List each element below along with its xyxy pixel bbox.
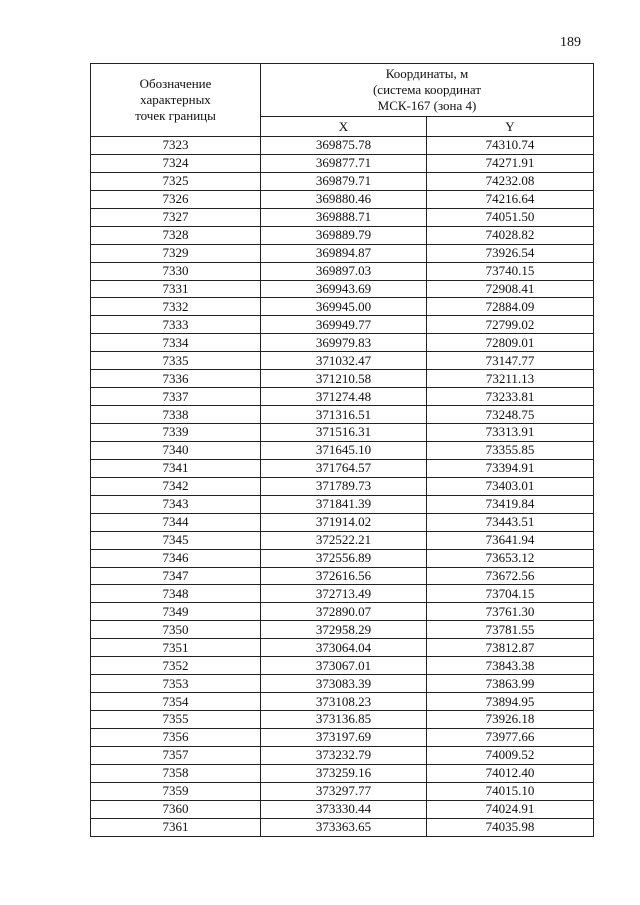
table-row [91, 424, 594, 442]
point-cell: 7343 [91, 495, 261, 513]
table-row [91, 693, 594, 711]
y-cell: 74310.74 [427, 137, 594, 155]
x-cell: 371914.02 [261, 513, 427, 531]
y-cell: 73894.95 [427, 693, 594, 711]
point-cell: 7360 [91, 800, 261, 818]
y-cell: 74015.10 [427, 782, 594, 800]
x-cell: 371516.31 [261, 424, 427, 442]
point-cell: 7348 [91, 585, 261, 603]
coordinates-header-line: (система координат [372, 82, 482, 98]
x-cell: 373067.01 [261, 657, 427, 675]
y-cell: 73704.15 [427, 585, 594, 603]
point-cell: 7345 [91, 531, 261, 549]
point-cell: 7353 [91, 675, 261, 693]
x-cell: 373297.77 [261, 782, 427, 800]
point-cell: 7334 [91, 334, 261, 352]
y-cell: 73926.18 [427, 711, 594, 729]
table-row [91, 531, 594, 549]
x-cell: 372522.21 [261, 531, 427, 549]
point-cell: 7355 [91, 711, 261, 729]
point-cell: 7349 [91, 603, 261, 621]
point-cell: 7357 [91, 746, 261, 764]
y-cell: 72799.02 [427, 316, 594, 334]
point-cell: 7352 [91, 657, 261, 675]
table-body [91, 137, 594, 837]
table-row [91, 711, 594, 729]
y-cell: 73863.99 [427, 675, 594, 693]
x-cell: 373232.79 [261, 746, 427, 764]
table-header [91, 64, 594, 137]
y-cell: 73233.81 [427, 388, 594, 406]
table-row [91, 657, 594, 675]
designation-header-line: характерных [140, 92, 211, 107]
x-cell: 369877.71 [261, 154, 427, 172]
x-cell: 369943.69 [261, 280, 427, 298]
table-row [91, 639, 594, 657]
x-column-header: X [261, 117, 427, 137]
x-cell: 369879.71 [261, 172, 427, 190]
table-row [91, 603, 594, 621]
y-cell: 74024.91 [427, 800, 594, 818]
table-row [91, 388, 594, 406]
y-cell: 73843.38 [427, 657, 594, 675]
point-cell: 7340 [91, 441, 261, 459]
point-cell: 7325 [91, 172, 261, 190]
x-cell: 373083.39 [261, 675, 427, 693]
table-row [91, 316, 594, 334]
designation-header-line: Обозначение [139, 76, 212, 91]
designation-header-line: точек границы [135, 108, 216, 123]
x-cell: 372890.07 [261, 603, 427, 621]
point-cell: 7337 [91, 388, 261, 406]
x-cell: 373064.04 [261, 639, 427, 657]
y-cell: 73443.51 [427, 513, 594, 531]
x-cell: 371789.73 [261, 477, 427, 495]
x-cell: 371764.57 [261, 459, 427, 477]
page-number: 189 [560, 35, 581, 50]
y-cell: 73394.91 [427, 459, 594, 477]
x-cell: 369889.79 [261, 226, 427, 244]
x-cell: 369945.00 [261, 298, 427, 316]
x-cell: 372713.49 [261, 585, 427, 603]
table-row [91, 244, 594, 262]
y-cell: 73812.87 [427, 639, 594, 657]
y-cell: 74012.40 [427, 764, 594, 782]
x-cell: 371032.47 [261, 352, 427, 370]
point-cell: 7335 [91, 352, 261, 370]
point-cell: 7344 [91, 513, 261, 531]
table-row [91, 567, 594, 585]
table-row [91, 746, 594, 764]
table-row [91, 764, 594, 782]
x-cell: 371210.58 [261, 370, 427, 388]
point-cell: 7346 [91, 549, 261, 567]
point-cell: 7358 [91, 764, 261, 782]
y-cell: 72809.01 [427, 334, 594, 352]
y-cell: 73761.30 [427, 603, 594, 621]
point-cell: 7361 [91, 818, 261, 836]
point-cell: 7327 [91, 208, 261, 226]
x-cell: 373363.65 [261, 818, 427, 836]
y-cell: 72908.41 [427, 280, 594, 298]
table-row [91, 226, 594, 244]
x-cell: 369894.87 [261, 244, 427, 262]
point-cell: 7341 [91, 459, 261, 477]
y-cell: 74028.82 [427, 226, 594, 244]
x-cell: 372556.89 [261, 549, 427, 567]
table-row [91, 728, 594, 746]
point-cell: 7332 [91, 298, 261, 316]
table-row [91, 495, 594, 513]
table-row [91, 621, 594, 639]
x-cell: 372958.29 [261, 621, 427, 639]
table-row [91, 190, 594, 208]
x-cell: 371274.48 [261, 388, 427, 406]
x-cell: 369888.71 [261, 208, 427, 226]
table-row [91, 334, 594, 352]
table-row [91, 818, 594, 836]
y-cell: 74035.98 [427, 818, 594, 836]
point-cell: 7350 [91, 621, 261, 639]
table-row [91, 352, 594, 370]
point-cell: 7331 [91, 280, 261, 298]
x-cell: 373259.16 [261, 764, 427, 782]
x-cell: 371316.51 [261, 406, 427, 424]
y-cell: 74216.64 [427, 190, 594, 208]
x-cell: 369949.77 [261, 316, 427, 334]
y-cell: 72884.09 [427, 298, 594, 316]
point-cell: 7328 [91, 226, 261, 244]
table-row [91, 513, 594, 531]
coordinates-header-line: Координаты, м [385, 66, 469, 82]
y-cell: 74271.91 [427, 154, 594, 172]
coordinates-header [261, 64, 594, 117]
table-row [91, 370, 594, 388]
point-cell: 7338 [91, 406, 261, 424]
table-row [91, 441, 594, 459]
table-row [91, 280, 594, 298]
table-row [91, 406, 594, 424]
y-cell: 73403.01 [427, 477, 594, 495]
table-row [91, 154, 594, 172]
table-row [91, 208, 594, 226]
coordinates-table [90, 63, 594, 837]
y-cell: 73313.91 [427, 424, 594, 442]
table-row [91, 172, 594, 190]
x-cell: 372616.56 [261, 567, 427, 585]
y-cell: 73147.77 [427, 352, 594, 370]
point-cell: 7336 [91, 370, 261, 388]
table-row [91, 459, 594, 477]
table-row [91, 137, 594, 155]
x-cell: 373197.69 [261, 728, 427, 746]
point-cell: 7342 [91, 477, 261, 495]
y-cell: 73641.94 [427, 531, 594, 549]
point-cell: 7356 [91, 728, 261, 746]
table-row [91, 800, 594, 818]
point-cell: 7324 [91, 154, 261, 172]
table-row [91, 477, 594, 495]
y-cell: 73740.15 [427, 262, 594, 280]
point-cell: 7347 [91, 567, 261, 585]
y-cell: 73926.54 [427, 244, 594, 262]
y-cell: 73211.13 [427, 370, 594, 388]
point-cell: 7354 [91, 693, 261, 711]
x-cell: 373108.23 [261, 693, 427, 711]
y-cell: 73248.75 [427, 406, 594, 424]
x-cell: 371645.10 [261, 441, 427, 459]
y-column-header: Y [427, 117, 594, 137]
x-cell: 369880.46 [261, 190, 427, 208]
point-cell: 7359 [91, 782, 261, 800]
table-row [91, 782, 594, 800]
y-cell: 74009.52 [427, 746, 594, 764]
x-cell: 369897.03 [261, 262, 427, 280]
y-cell: 74051.50 [427, 208, 594, 226]
coordinates-header-line: МСК-167 (зона 4) [377, 98, 477, 114]
x-cell: 369979.83 [261, 334, 427, 352]
x-cell: 371841.39 [261, 495, 427, 513]
y-cell: 73781.55 [427, 621, 594, 639]
y-cell: 73419.84 [427, 495, 594, 513]
point-cell: 7339 [91, 424, 261, 442]
table-row [91, 298, 594, 316]
point-cell: 7329 [91, 244, 261, 262]
table-row [91, 549, 594, 567]
point-cell: 7351 [91, 639, 261, 657]
y-cell: 73672.56 [427, 567, 594, 585]
point-cell: 7330 [91, 262, 261, 280]
y-cell: 73977.66 [427, 728, 594, 746]
y-cell: 73355.85 [427, 441, 594, 459]
point-cell: 7323 [91, 137, 261, 155]
point-cell: 7326 [91, 190, 261, 208]
y-cell: 74232.08 [427, 172, 594, 190]
designation-header [91, 64, 261, 137]
x-cell: 369875.78 [261, 137, 427, 155]
y-cell: 73653.12 [427, 549, 594, 567]
table-row [91, 675, 594, 693]
x-cell: 373330.44 [261, 800, 427, 818]
x-cell: 373136.85 [261, 711, 427, 729]
table-row [91, 585, 594, 603]
table-row [91, 262, 594, 280]
point-cell: 7333 [91, 316, 261, 334]
